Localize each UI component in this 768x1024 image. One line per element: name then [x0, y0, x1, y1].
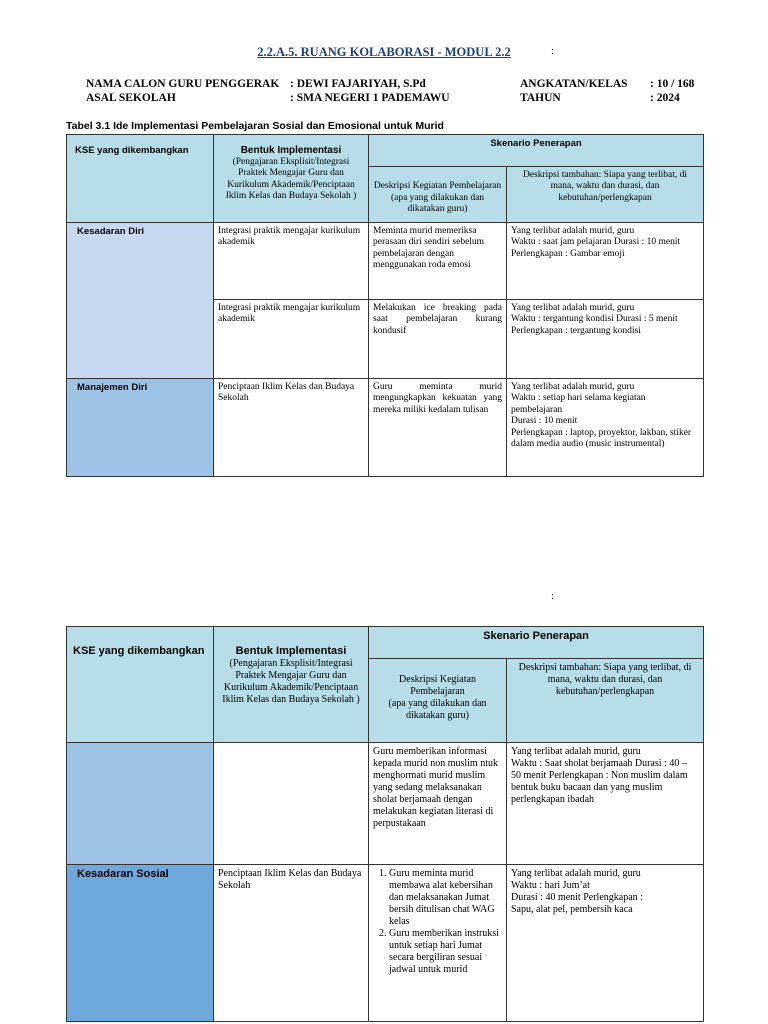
deskripsi-text: Meminta murid memeriksa perasaan diri sendiri sebelum pembelajaran dengan menggunakan roda emosi: [373, 226, 485, 271]
header-deskripsi: [369, 659, 507, 743]
tambahan-line: Perlengkapan : laptop, proyektor, lakban, stiker dalam media audio (music instrumental): [511, 427, 692, 449]
deskripsi-list: [373, 868, 502, 976]
tambahan-line: Waktu : tergantung kondisi Durasi : 5 menit: [511, 314, 678, 325]
tambahan-cell: [507, 865, 704, 1022]
kse-cell: [67, 379, 214, 477]
kse-cell: [67, 743, 214, 865]
tambahan-line: Waktu : saat jam pelajaran Durasi : 10 menit: [511, 237, 681, 248]
kse-label: Kesadaran Sosial: [77, 868, 169, 880]
header-tambahan-text: Deskripsi tambahan: Siapa yang terlibat, di mana, waktu dan durasi, dan kebutuhan/perlengkapan: [522, 170, 688, 203]
header-kse: [67, 627, 214, 743]
nama-value: : DEWI FAJARIYAH, S.Pd: [290, 78, 426, 90]
deskripsi-cell: [369, 300, 507, 379]
table-row: [67, 379, 704, 477]
tambahan-line: Perlengkapan : Gambar emoji: [511, 248, 625, 259]
tambahan-line: bentuk buku bacaan dan yang muslim perlengkapan ibadah: [511, 782, 663, 805]
header-bentuk-sub: (Pengajaran Eksplisit/Integrasi Praktek Mengajar Guru dan Kurikulum Akademik/Penciptaan Iklim Kelas dan Budaya Sekolah ): [222, 658, 360, 706]
table-row: [67, 743, 704, 865]
header-skenario-text: Skenario Penerapan: [483, 630, 589, 642]
tambahan-line: Yang terlibat adalah murid, guru: [511, 382, 635, 392]
kse-table-1: [66, 134, 704, 477]
bentuk-text: Penciptaan Iklim Kelas dan Budaya Sekolah: [218, 382, 355, 404]
header-deskripsi-text: Deskripsi Kegiatan Pembelajaran (apa yang dilakukan dan dikatakan guru): [373, 181, 502, 215]
tambahan-line: Durasi : 10 menit: [511, 416, 578, 427]
header-deskripsi-text: Deskripsi Kegiatan Pembelajaran (apa yang dilakukan dan dikatakan guru): [388, 674, 487, 721]
tambahan-line: Waktu : hari Jum’at: [511, 880, 590, 891]
header-tambahan: [507, 659, 704, 743]
tambahan-line: Yang terlibat adalah murid, guru: [511, 226, 635, 236]
deskripsi-text: Guru memberikan informasi kepada murid non muslim ntuk menghormati murid muslim yang sedang melaksanakan sholat berjamaah dengan melakukan kegiatan literasi di perpustakaan: [373, 746, 498, 829]
header-bentuk: [214, 135, 369, 223]
kse-label: Kesadaran Diri: [77, 226, 145, 237]
header-bentuk: [214, 627, 369, 743]
bentuk-text: Penciptaan Iklim Kelas dan Budaya Sekolah: [218, 868, 362, 891]
list-item: 1. Guru meminta murid membawa alat kebersihan dan melaksanakan Jumat bersih ditulisan chat WAG kelas: [389, 868, 502, 928]
deskripsi-text: Guru meminta murid mengungkapkan kekuatan yang mereka miliki kedalam tulisan: [373, 382, 502, 415]
title-text: 2.2.A.5. RUANG KOLABORASI - MODUL 2.2: [257, 45, 511, 59]
tahun-value: : 2024: [650, 92, 680, 104]
tambahan-line: Yang terlibat adalah murid, guru: [511, 868, 641, 879]
kse-table-2: [66, 626, 704, 1022]
tambahan-cell: [507, 743, 704, 865]
kse-cell: [67, 865, 214, 1022]
stray-colon: :: [551, 590, 555, 602]
tambahan-line: Durasi : 40 menit Perlengkapan :: [511, 892, 643, 903]
bentuk-cell: [214, 223, 369, 300]
tambahan-line: Yang terlibat adalah murid, guru: [511, 303, 635, 313]
angkatan-value: : 10 / 168: [650, 78, 695, 90]
tambahan-cell: [507, 300, 704, 379]
deskripsi-cell: [369, 743, 507, 865]
list-item: 2. Guru memberikan instruksi untuk setiap hari Jumat secara bergiliran sesuai jadwal untuk murid: [389, 928, 502, 976]
bentuk-text: Integrasi praktik mengajar kurikulum akademik: [218, 303, 361, 325]
header-kse-text: KSE yang dikembangkan: [75, 145, 189, 156]
bentuk-cell: [214, 865, 369, 1022]
bentuk-cell: [214, 379, 369, 477]
kse-cell: [67, 223, 214, 379]
deskripsi-cell: [369, 223, 507, 300]
deskripsi-cell: [369, 865, 507, 1022]
tambahan-line: Sapu, alat pel, pembersih kaca: [511, 904, 633, 915]
tambahan-line: Yang terlibat adalah murid, guru: [511, 746, 641, 757]
sekolah-value: : SMA NEGERI 1 PADEMAWU: [290, 92, 450, 104]
tambahan-cell: [507, 223, 704, 300]
bentuk-cell: [214, 300, 369, 379]
deskripsi-cell: [369, 379, 507, 477]
header-skenario: [369, 627, 704, 659]
table-caption: Tabel 3.1 Ide Implementasi Pembelajaran Sosial dan Emosional untuk Murid: [66, 120, 444, 132]
header-skenario-text: Skenario Penerapan: [490, 138, 582, 149]
tambahan-line: Waktu : setiap hari selama kegiatan pembelajaran: [511, 393, 646, 415]
sekolah-label: ASAL SEKOLAH: [86, 92, 176, 104]
header-tambahan-text: Deskripsi tambahan: Siapa yang terlibat, di mana, waktu dan durasi, dan kebutuhan/perlengkapan: [518, 662, 692, 697]
header-skenario: [369, 135, 704, 167]
angkatan-label: ANGKATAN/KELAS: [520, 78, 628, 90]
header-deskripsi: [369, 167, 507, 223]
tambahan-cell: [507, 379, 704, 477]
header-kse-text: KSE yang dikembangkan: [73, 645, 205, 657]
deskripsi-text: Melakukan ice breaking pada saat pembelajaran kurang kondusif: [373, 303, 502, 336]
table-row: [67, 223, 704, 300]
tambahan-line: Perlengkapan : tergantung kondisi: [511, 325, 641, 336]
header-bentuk-title: Bentuk Implementasi: [235, 645, 347, 657]
header-bentuk-sub: (Pengajaran Eksplisit/Integrasi Praktek Mengajar Guru dan Kurikulum Akademik/Penciptaan Iklim Kelas dan Budaya Sekolah ): [225, 157, 357, 202]
stray-colon: :: [551, 45, 555, 57]
header-bentuk-title: Bentuk Implementasi: [240, 145, 342, 156]
header-tambahan: [507, 167, 704, 223]
tahun-label: TAHUN: [520, 92, 561, 104]
nama-label: NAMA CALON GURU PENGGERAK: [86, 78, 280, 90]
bentuk-cell: [214, 743, 369, 865]
tambahan-line: Waktu : Saat sholat berjamaah Durasi : 40 – 50 menit Perlengkapan : Non muslim dalam: [511, 758, 688, 781]
table-row: [67, 865, 704, 1022]
kse-label: Manajemen Diri: [77, 382, 148, 393]
document-title: [0, 45, 768, 60]
header-kse: [67, 135, 214, 223]
bentuk-text: Integrasi praktik mengajar kurikulum akademik: [218, 226, 361, 248]
